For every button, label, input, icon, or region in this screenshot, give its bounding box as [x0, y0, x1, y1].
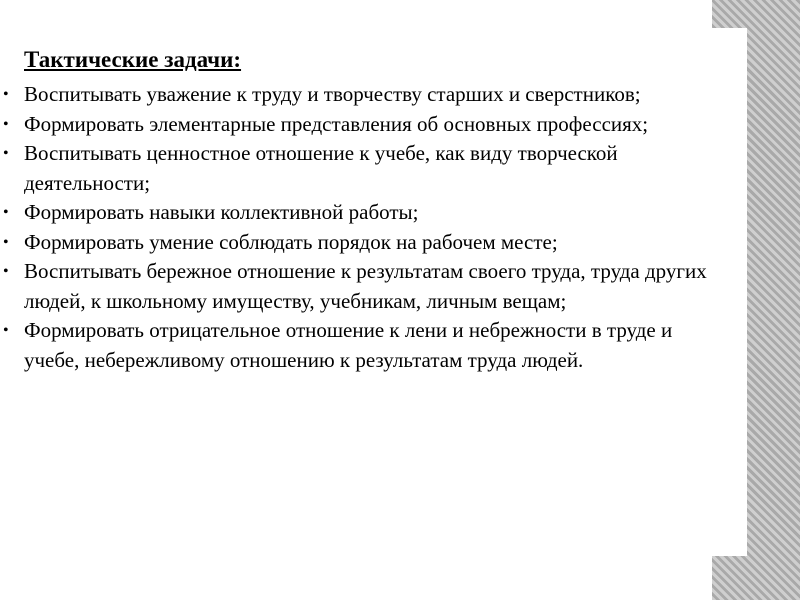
tasks-list: [0, 80, 712, 375]
decorative-panel: [712, 28, 747, 556]
bullet-icon: •: [3, 233, 9, 251]
task-text: Формировать элементарные представления об основных профессиях;: [24, 111, 649, 136]
task-text: Формировать отрицательное отношение к лени и небрежности в труде и учебе, небережливому отношению к результатам труда людей.: [24, 318, 673, 372]
task-text: Воспитывать бережное отношение к результатам своего труда, труда других людей, к школьному имуществу, учебникам, личным вещам;: [24, 259, 707, 313]
task-text: Формировать навыки коллективной работы;: [24, 200, 419, 224]
bullet-icon: •: [3, 204, 9, 221]
list-item: [0, 257, 712, 316]
slide-content: [0, 40, 712, 375]
bullet-icon: •: [3, 322, 9, 339]
task-text: Формировать умение соблюдать порядок на рабочем месте;: [24, 229, 558, 254]
list-item: [0, 228, 712, 258]
list-item: [0, 80, 712, 110]
list-item: [0, 316, 712, 375]
bullet-icon: •: [3, 263, 9, 280]
bullet-icon: •: [3, 145, 9, 162]
list-item: [0, 110, 712, 140]
bullet-icon: •: [3, 86, 9, 103]
bullet-icon: •: [3, 115, 9, 133]
list-item: [0, 198, 712, 228]
task-text: Воспитывать ценностное отношение к учебе, как виду творческой деятельности;: [24, 141, 618, 195]
slide-heading: Тактические задачи:: [24, 47, 242, 72]
list-item: [0, 139, 712, 198]
task-text: Воспитывать уважение к труду и творчеству старших и сверстников;: [24, 82, 641, 106]
